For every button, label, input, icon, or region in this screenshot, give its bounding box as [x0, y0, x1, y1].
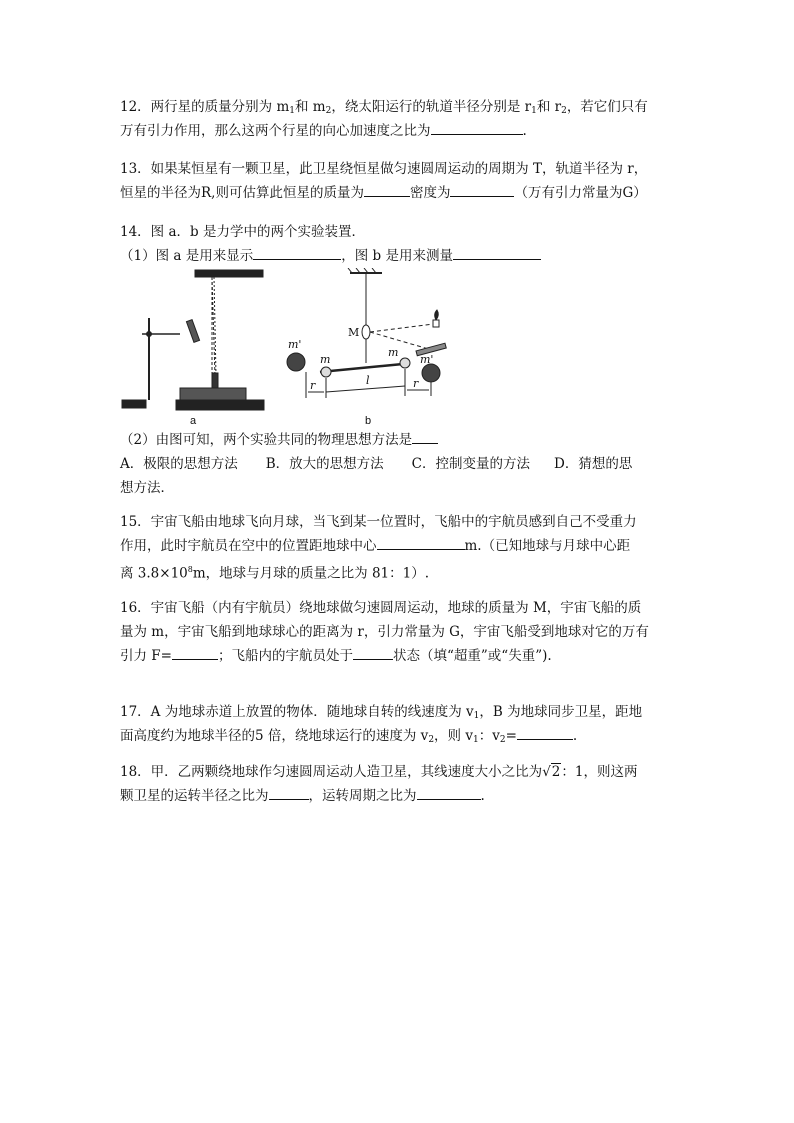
- torsion-rod: [320, 364, 403, 372]
- option-D[interactable]: D．猜想的思: [554, 456, 633, 472]
- question-18: 18．甲．乙两颗绕地球作匀速圆周运动人造卫星，其线速度大小之比为√2：1，则这两 颗卫星的运转半径之比为 ，运转周期之比为 .: [120, 760, 680, 808]
- table-base: [176, 400, 264, 410]
- label-M: M: [348, 326, 360, 339]
- q14-options: [120, 452, 680, 476]
- large-ball-left: [287, 353, 305, 371]
- light-ray-in: [370, 324, 434, 332]
- sqrt-2: √2: [542, 764, 561, 780]
- question-14-part2: （2）由图可知，两个实验共同的物理思想方法是 A．极限的思想方法 B．放大的思想方法 C．控制变量的方法 D．猜想的思 想方法．: [120, 428, 680, 500]
- question-16: 16．宇宙飞船（内有宇航员）绕地球做匀速圆周运动，地球的质量为 M，宇宙飞船的质 量为 m，宇宙飞船到地球球心的距离为 r，引力常量为 G，宇宙飞船受到地球对它的万有 引力 F= ；飞船内的宇航员处于 状态（填“超重”或“失重”).: [120, 600, 649, 664]
- question-17: 17．A 为地球赤道上放置的物体．随地球自转的线速度为 $v_1$，B 为地球同步卫星，距地 面高度约为地球半径的5 倍，绕地球运行的速度为 $v_2$，则 $v_1$：$v_2=$ .: [120, 704, 643, 745]
- q14-show-blank[interactable]: [253, 244, 341, 260]
- question-12: 12．两行星的质量分别为 $m_1$和 $m_2$，绕太阳运行的轨道半径分别是 $r_1$和 $r_2$，若它们只有 万有引力作用，那么这两个行星的向心加速度之比为 .: [120, 99, 648, 139]
- label-m-left: m: [320, 353, 331, 366]
- q18-period-blank[interactable]: [417, 784, 481, 800]
- option-B[interactable]: B．放大的思想方法: [265, 456, 384, 472]
- figure-b-torsion-balance: [287, 268, 446, 427]
- experiment-figure: [120, 268, 450, 428]
- label-mprime-left: m': [288, 338, 302, 351]
- q13-mass-blank[interactable]: [364, 181, 410, 197]
- light-source-icon: [435, 310, 439, 320]
- deform-table: [180, 388, 246, 400]
- label-r-left: r: [310, 379, 316, 392]
- option-A[interactable]: A．极限的思想方法: [120, 456, 238, 472]
- q17-ratio-blank[interactable]: [517, 724, 573, 740]
- small-ball-left: [321, 367, 331, 377]
- q13-density-blank[interactable]: [450, 181, 514, 197]
- label-l: l: [366, 374, 370, 387]
- question-14: 14．图 a．b 是力学中的两个实验装置． （1）图 a 是用来显示 ，图 b 是用来测量: [120, 220, 680, 268]
- q14-method-blank[interactable]: [412, 428, 438, 444]
- q12-text: 12．两行星的质量分别为 m: [120, 99, 290, 115]
- large-ball-right: [422, 364, 440, 382]
- label-m-right: m: [388, 346, 399, 359]
- q12-answer-blank[interactable]: [431, 119, 523, 135]
- option-C[interactable]: C．控制变量的方法: [411, 456, 531, 472]
- figure-b-label: b: [365, 415, 372, 427]
- q14-measure-blank[interactable]: [453, 244, 541, 260]
- light-ray-out: [370, 332, 432, 350]
- label-mprime-right: m': [420, 353, 434, 366]
- laser-pointer: [186, 320, 199, 343]
- q15-distance-blank[interactable]: [377, 534, 465, 550]
- label-r-right: r: [413, 377, 419, 390]
- q16-force-blank[interactable]: [172, 644, 218, 660]
- mirror-M: [362, 325, 370, 339]
- figure-a-label: a: [190, 415, 197, 427]
- figure-a-apparatus: [122, 270, 264, 427]
- small-ball-right: [400, 358, 410, 368]
- question-15: 15．宇宙飞船由地球飞向月球，当飞到某一位置时，飞船中的宇航员感到自己不受重力 作用，此时宇航员在空中的位置距地球中心 m.（已知地球与月球中心距 离 $3.8\times 10^8m$，地球与月球的质量之比为 81：1）.: [120, 514, 637, 582]
- q16-state-blank[interactable]: [353, 644, 393, 660]
- question-13: 13．如果某恒星有一颗卫星，此卫星绕恒星做匀速圆周运动的周期为 T，轨道半径为 r， 恒星的半径为R,则可估算此恒星的质量为 密度为 （万有引力常量为G）: [120, 161, 648, 201]
- q18-radius-blank[interactable]: [269, 784, 309, 800]
- stand-base: [122, 400, 146, 408]
- ceiling-mirror-bar: [195, 270, 263, 277]
